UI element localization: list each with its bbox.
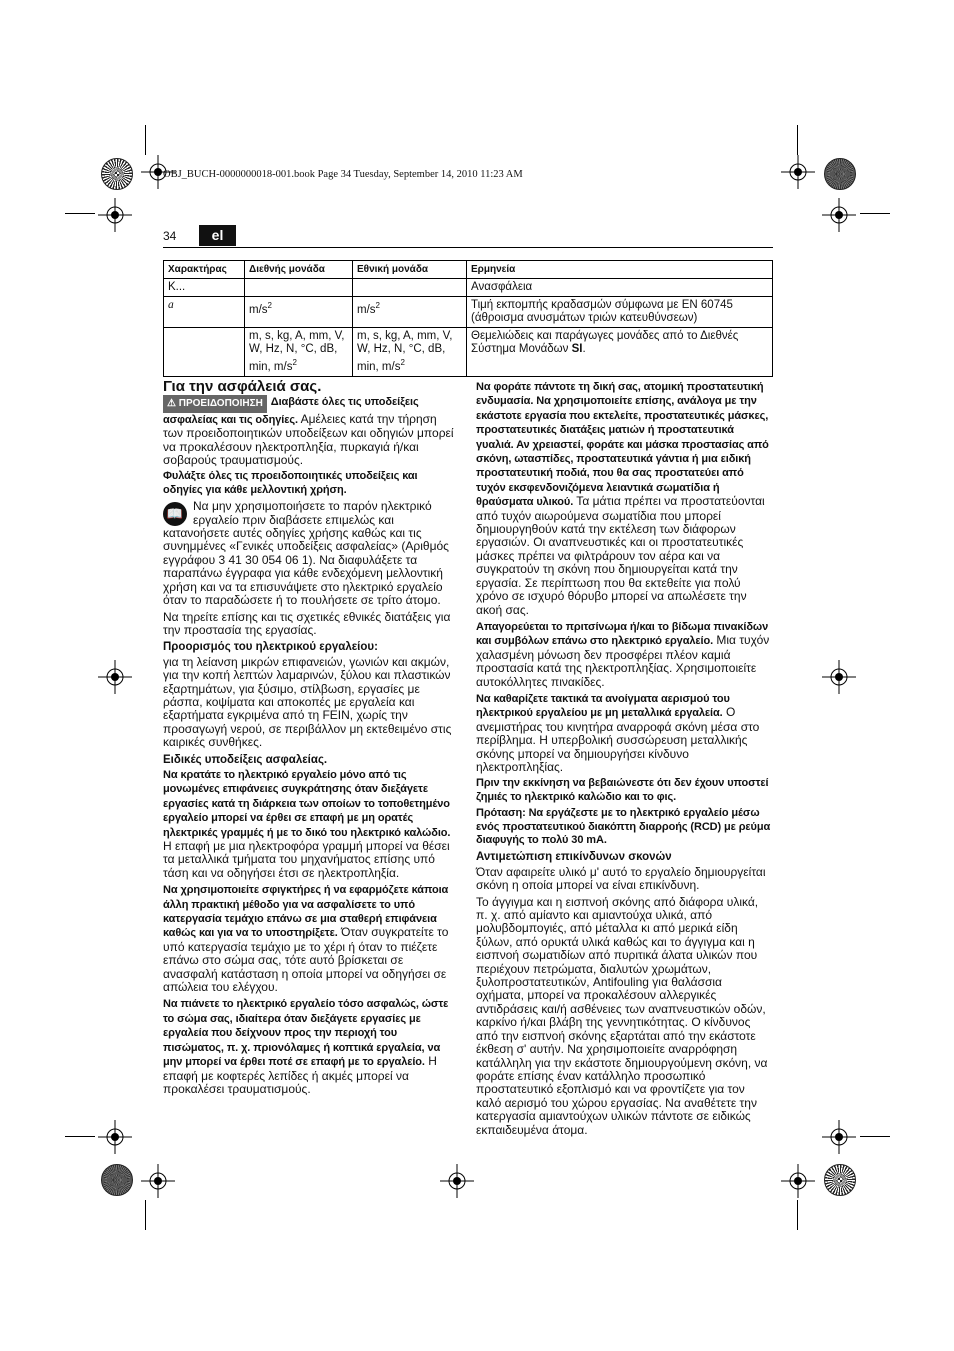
table-header-cell: Εθνική μονάδα [353, 261, 467, 279]
crop-mark [65, 213, 95, 214]
paragraph: Όταν αφαιρείτε υλικό μ' αυτό το εργαλείο δημιουργείται σκόνη η οποία μπορεί να είναι επικίνδυνη. [476, 864, 766, 893]
bold-paragraph: Πρόταση: Να εργάζεστε με το ηλεκτρικό εργαλείο μέσω ενός προστατευτικού διακόπτη διαρροής (RCD) με ρεύμα διαφυγής το πολύ 30 mA. [476, 807, 771, 846]
unit-superscript: 2 [375, 301, 380, 310]
text: Η επαφή με κοφτερές λεπίδες ή ακμές μπορεί να προκαλέσει τραυματισμούς. [163, 1054, 437, 1096]
table-header-row [164, 261, 773, 279]
crop-mark [797, 1200, 798, 1230]
registration-mark-icon [141, 1164, 175, 1198]
table-row [164, 297, 773, 328]
table-header-cell: Διεθνής μονάδα [245, 261, 353, 279]
paragraph: για τη λείανση μικρών επιφανειών, γωνιών και ακμών, για την κοπή λεπτών λαμαρινών, ξύλου και πλαστικών εξαρτημάτων, για ξύσιμο, στίλβωση, εργασίες με ράσπα, κοψίματα και αποκοπές με εργαλεία και εξαρτήματα εγκριμένα από τη FEIN, χωρίς την προσαγωγή νερού, σε περιβάλλον μη εκτεθειμένο στις καιρικές συνθήκες. [163, 654, 452, 750]
unit-superscript: 2 [267, 301, 272, 310]
symbol-a: a [168, 299, 174, 311]
registration-mark-icon [98, 1120, 132, 1154]
paragraph [163, 997, 457, 1096]
paragraph [476, 380, 773, 617]
bold-text: Να καθαρίζετε τακτικά τα ανοίγματα αερισμού του ηλεκτρικού εργαλείου με μη μεταλλικά εργαλεία. [476, 692, 730, 720]
unit-text: m/s [357, 303, 376, 316]
registration-mark-icon [98, 198, 132, 232]
si-label: SI [571, 343, 583, 355]
text: Η επαφή με μια ηλεκτροφόρα γραμμή μπορεί να θέσει τα μεταλλικά τμήματα του μηχανήματος επίσης υπό τάση και να οδηγήσει έτσι σε ηλεκτροπληξία. [163, 839, 450, 880]
paragraph [163, 395, 457, 467]
color-bar-sunburst [824, 1164, 856, 1196]
paragraph [476, 692, 773, 774]
paragraph [476, 620, 773, 689]
text: Αμέλειες κατά την τήρηση των προειδοποιητικών υποδείξεων και οδηγιών μπορεί να προκαλέσουν ηλεκτροπληξία, πυρκαγιά ή/και σοβαρούς τραυματισμούς. [163, 411, 454, 468]
units-table [163, 260, 773, 377]
table-cell [245, 328, 353, 377]
table-cell [164, 297, 245, 328]
text: Όταν συγκρατείτε το υπό κατεργασία τεμάχιο με το χέρι ή όταν το πιέζετε επάνω στο σώμα σας, τότε αυτό βρίσκεται σε ανασφαλή κατάσταση η οποία μπορεί να οδηγήσει σε απώλεια του ελέγχου. [163, 925, 449, 995]
subheading-dust: Αντιμετώπιση επικίνδυνων σκονών [476, 851, 672, 864]
unit-text: m, s, kg, A, mm, V, W, Hz, N, °C, dB, min, m/s [249, 330, 345, 373]
table-cell [467, 328, 773, 377]
color-bar-sunburst [101, 1164, 133, 1196]
table-header-cell: Χαρακτήρας [164, 261, 245, 279]
left-column [163, 380, 457, 1099]
bold-paragraph: Πριν την εκκίνηση να βεβαιώνεστε ότι δεν έχουν υποστεί ζημιές το ηλεκτρικό καλώδιο και το φις. [476, 777, 769, 803]
warning-badge: ⚠ ΠΡΟΕΙΔΟΠΟΙΗΣΗ [163, 395, 267, 412]
registration-mark-icon [98, 660, 132, 694]
right-column [476, 380, 773, 1140]
paragraph: Να τηρείτε επίσης και τις σχετικές εθνικές διατάξεις για την προστασία της εργασίας. [163, 609, 451, 637]
cell-text: Θεμελιώδεις και παράγωγες μονάδες από το Διεθνές Σύστημα Μονάδων [471, 330, 739, 355]
table-cell [353, 328, 467, 377]
color-bar-sunburst [824, 158, 856, 190]
subheading-purpose: Προορισμός του ηλεκτρικού εργαλείου: [163, 641, 378, 654]
bold-text: Να πιάνετε το ηλεκτρικό εργαλείο τόσο ασφαλώς, ώστε το σώμα σας, ιδιαίτερα όταν διεξάγετε εργασίες με εργαλεία που δείχνουν προς την περιοχή του πισώματος, π. χ. πριονόλαμες ή κοπτικά εργαλεία, να μην μπορεί να έρθει ποτέ σε επαφή με το εργαλείο. [163, 998, 449, 1069]
bold-text: Απαγορεύεται το πριτσίνωμα ή/και το βίδωμα πινακίδων και συμβόλων επάνω στο ηλεκτρικό εργαλείο. [476, 620, 769, 648]
text: Μια τυχόν χαλασμένη μόνωση δεν προσφέρει πλέον καμιά προστασία κατά της ηλεκτροπληξίας. Χρησιμοποιείτε αυτοκόλλητες πινακίδες. [476, 633, 770, 689]
text: Να μην χρησιμοποιήσετε το παρόν ηλεκτρικό εργαλείο πριν διαβάσετε επιμελώς και κατανοήσετε αυτές οδηγίες χρήσης καθώς και τις συνημμένες «Γενικές υποδείξεις ασφαλείας» (Αριθμός εγγράφου 3 41 30 054 06 1). Να διαφυλάξετε τα παραπάνω έγγραφα για κάθε ενδεχόμενη μελλοντική χρήση και να τα επισυνάψετε στο ηλεκτρικό εργαλείο όταν το παραδώσετε ή το πουλήσετε σε τρίτο άτομο. [163, 499, 449, 608]
crop-mark [145, 1200, 146, 1230]
bold-text: Να χρησιμοποιείτε σφιγκτήρες ή να εφαρμόζετε κάποια άλλη πρακτική μέθοδο για να ασφαλίσετε το υπό κατεργασία τεμάχιο επάνω σε μια σταθερή επιφάνεια καθώς και για να το υποστηρίξετε. [163, 884, 449, 940]
unit-text: m/s [249, 303, 268, 316]
paragraph [163, 768, 457, 880]
table-cell [164, 328, 245, 377]
text: Ο ανεμιστήρας του κινητήρα αναρροφά σκόνη μέσα στο περίβλημα. Η υπερβολική συσσώρευση μεταλλικής σκόνης μπορεί να δημιουργήσει κίνδυνο ηλεκτροπληξίας. [476, 705, 760, 774]
table-cell: Ανασφάλεια [467, 279, 773, 297]
registration-mark-icon [440, 1164, 474, 1198]
paragraph: Το άγγιγμα και η εισπνοή σκόνης από διάφορα υλικά, π. χ. από αμίαντο και αμιαντούχα υλικά, από μολυβδομπογιές, από μέταλλα κι από μερικά είδη ξύλων, από ορυκτά υλικά καθώς και το άγγιγμα και η εισπνοή σωματιδίων από πυριτικά άλατα υλικών που περιέχουν πετρώματα, διαλυτών χρωμάτων, ξυλοπροστατευτικών, Antifouling για θαλάσσια οχήματα, μπορεί να προκαλέσουν αλλεργικές αντιδράσεις και/ή ασθένειες των αναπνευστικών οδών, καρκίνο ή/και βλάβη της γεννητικότητας. Ο κίνδυνος από την εισπνοή σκόνης εξαρτάται από την εκάστοτε έκθεση σ' αυτήν. Να χρησιμοποιείτε αναρρόφηση κατάλληλη για την εκάστοτε δημιουργούμενη σκόνη, να φοράτε επίσης έναν κατάλληλο προσωπικό προστατευτικό εξοπλισμό και να φροντίζετε για τον καλό αερισμό του χώρου εργασίας. Να αναθέτετε την κατεργασία αμιαντούχων υλικών πάντοτε σε ειδικώς εκπαιδευμένα άτομα. [476, 894, 768, 1137]
bold-paragraph: Φυλάξτε όλες τις προειδοποιητικές υποδείξεις και οδηγίες για κάθε μελλοντική χρήση. [163, 470, 418, 496]
table-cell [245, 279, 353, 297]
unit-superscript: 2 [292, 358, 297, 367]
cell-text: . [582, 343, 586, 355]
crop-mark [797, 125, 798, 155]
header-rule [163, 247, 773, 248]
registration-mark-icon [781, 155, 815, 189]
table-cell [353, 297, 467, 328]
table-cell [245, 297, 353, 328]
language-tab: el [199, 225, 236, 246]
table-cell: Τιμή εκπομπής κραδασμών σύμφωνα με EN 60745 (άθροισμα ανυσμάτων τριών κατευθύνσεων) [467, 297, 773, 328]
bold-text: Να κρατάτε το ηλεκτρικό εργαλείο μόνο από τις μονωμένες επιφάνειες συγκράτησης όταν διεξάγετε εργασίες κατά τη διάρκεια των οποίων το τοποθετημένο εργαλείο μπορεί να έρθει σε επαφή με μη ορατές ηλεκτρικές γραμμές ή με το δικό του ηλεκτρικό καλώδιο. [163, 768, 451, 839]
table-cell [353, 279, 467, 297]
bold-text: Διαβάστε όλες τις υποδείξεις ασφαλείας και τις οδηγίες. [163, 396, 419, 426]
registration-mark-icon [781, 1164, 815, 1198]
unit-text: m, s, kg, A, mm, V, W, Hz, N, °C, dB, min, m/s [357, 330, 453, 373]
subheading-special-safety: Ειδικές υποδείξεις ασφαλείας. [163, 753, 328, 766]
table-cell: K... [164, 279, 245, 297]
warning-label: ΠΡΟΕΙΔΟΠΟΙΗΣΗ [178, 398, 263, 410]
crop-mark [860, 1136, 890, 1137]
crop-mark [145, 125, 146, 155]
file-info-line: OBJ_BUCH-0000000018-001.book Page 34 Tuesday, September 14, 2010 11:23 AM [163, 169, 523, 180]
registration-mark-icon [822, 1120, 856, 1154]
unit-superscript: 2 [400, 358, 405, 367]
registration-mark-icon [822, 660, 856, 694]
text: Τα μάτια πρέπει να προστατεύονται από τυχόν αιωρούμενα σωματίδια που μπορεί δημιουργηθούν κατά την εκτέλεση των διάφορων εργασιών. Οι αναπνευστικές και οι προστατευτικές μάσκες πρέπει να φιλτράρουν τον αέρα και να συγκρατούν τη σκόνη που δημιουργείται κατά την εργασία. Σε περίπτωση που θα εκτεθείτε για πολύ χρόνο σε ισχυρό θόρυβο μπορεί να απωλέσετε την ακοή σας. [476, 494, 765, 617]
registration-mark-icon [822, 198, 856, 232]
bold-text: Να φοράτε πάντοτε τη δική σας, ατομική προστατευτική ενδυμασία. Να χρησιμοποιείτε επίσης, ανάλογα με την εκάστοτε εργασία που εκτελείτε, προστατευτικές μάσκες, προστατευτικές διατάξεις ματιών ή προστατευτικά γυαλιά. Αν χρειαστεί, φοράτε και μάσκα προστασίας από σκόνη, ωτασπίδες, προστατευτικά γάντια ή μια ειδική προστατευτική ποδιά, που θα σας προστατεύει από τυχόν εκσφενδονιζόμενα λειαντικά σωματίδια ή θραύσματα υλικού. [476, 381, 769, 509]
color-bar-sunburst [101, 158, 133, 190]
read-manual-icon: 📖 [163, 502, 187, 526]
section-title: Για την ασφάλειά σας. [163, 378, 322, 395]
table-header-cell: Ερμηνεία [467, 261, 773, 279]
crop-mark [65, 1136, 95, 1137]
paragraph [163, 500, 457, 607]
crop-mark [860, 213, 890, 214]
table-row [164, 328, 773, 377]
paragraph [163, 883, 457, 994]
page-number: 34 [163, 229, 177, 243]
table-row [164, 279, 773, 297]
